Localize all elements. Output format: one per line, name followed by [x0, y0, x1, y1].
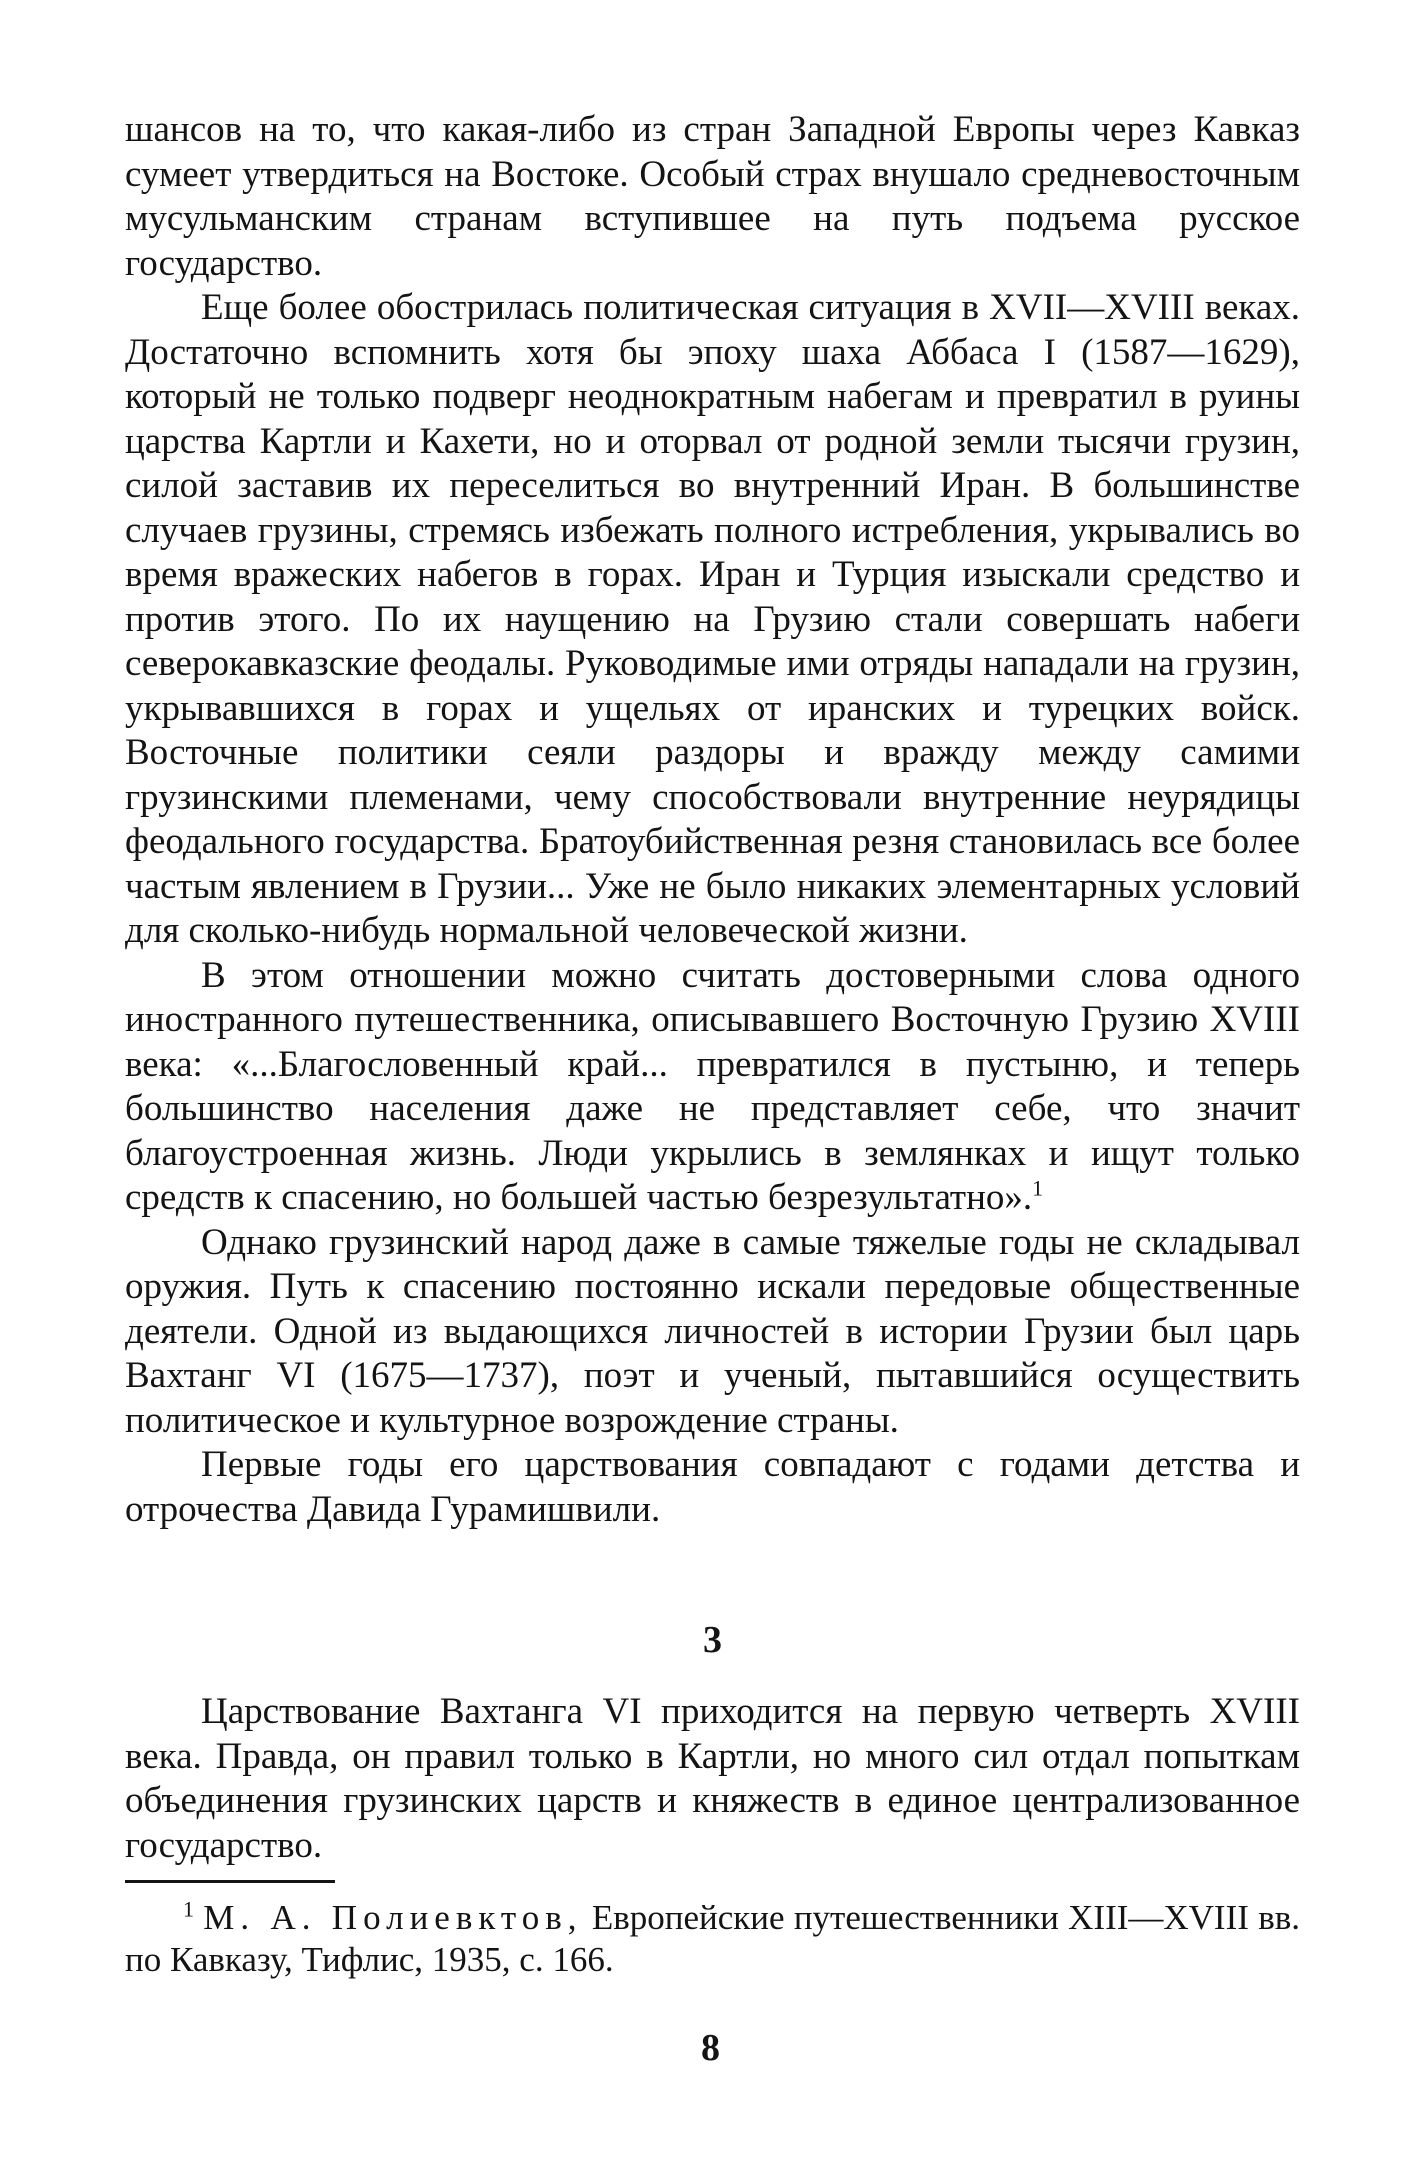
footnote-marker: 1 [183, 1896, 194, 1922]
section-number: 3 [703, 1619, 722, 1661]
page-number: 8 [701, 2027, 720, 2069]
paragraph-3 [125, 954, 1300, 1221]
footnote-text: Европейские путешественники XIII—XVIII вв. по Кавказу, Тифлис, 1935, с. 166. [125, 1898, 1300, 1979]
paragraph-5: Первые годы его царствования совпадают с годами детства и отрочества Давида Гурамишвили. [125, 1444, 1300, 1530]
paragraph-1: шансов на то, что какая-либо из стран Западной Европы через Кавказ сумеет утвердиться на Востоке. Особый страх внушало средневосточным мусульманским странам вступившее на путь подъема русское государство. [125, 109, 1300, 284]
footnote [125, 1897, 1300, 1981]
page-body [125, 108, 1300, 1981]
section-paragraph: Царствование Вахтанга VI приходится на первую четверть XVIII века. Правда, он правил только в Картли, но много сил отдал попыткам объединения грузинских царств и княжеств в единое централизованное государство. [125, 1691, 1300, 1866]
footnote-divider [125, 1880, 335, 1883]
footnote-reference: 1 [1032, 1175, 1044, 1201]
paragraph-2: Еще более обострилась политическая ситуация в XVII—XVIII веках. Достаточно вспомнить хотя бы эпоху шаха Аббаса I (1587—1629), который не только подверг неоднократным набегам и превратил в руины царства Картли и Кахети, но и оторвал от родной земли тысячи грузин, силой заставив их переселиться во внутренний Иран. В большинстве случаев грузины, стремясь избежать полного истребления, укрывались во время вражеских набегов в горах. Иран и Турция изыскали средство и против этого. По их наущению на Грузию стали совершать набеги северокавказские феодалы. Руководимые ими отряды нападали на грузин, укрывавшихся в горах и ущельях от иранских и турецких войск. Восточные политики сеяли раздоры и вражду между самими грузинскими племенами, чему способствовали внутренние неурядицы феодального государства. Братоубийственная резня становилась все более частым явлением в Грузии... Уже не было никаких элементарных условий для сколько-нибудь нормальной человеческой жизни. [125, 287, 1300, 951]
paragraph-4: Однако грузинский народ даже в самые тяжелые годы не складывал оружия. Путь к спасению постоянно искали передовые общественные деятели. Одной из выдающихся личностей в истории Грузии был царь Вахтанг VI (1675—1737), поэт и ученый, пытавшийся осуществить политическое и культурное возрождение страны. [125, 1221, 1300, 1441]
paragraph-3-text: В этом отношении можно считать достоверными слова одного иностранного путешественника, описывавшего Восточную Грузию XVIII века: «...Благословенный край... превратился в пустыню, и теперь большинство населения даже не представляет себе, что значит благоустроенная жизнь. Люди укрылись в землянках и ищут только средств к спасению, но большей частью безрезультатно». [125, 954, 1300, 1218]
footnote-author: М. А. Полиевктов, [203, 1898, 583, 1937]
